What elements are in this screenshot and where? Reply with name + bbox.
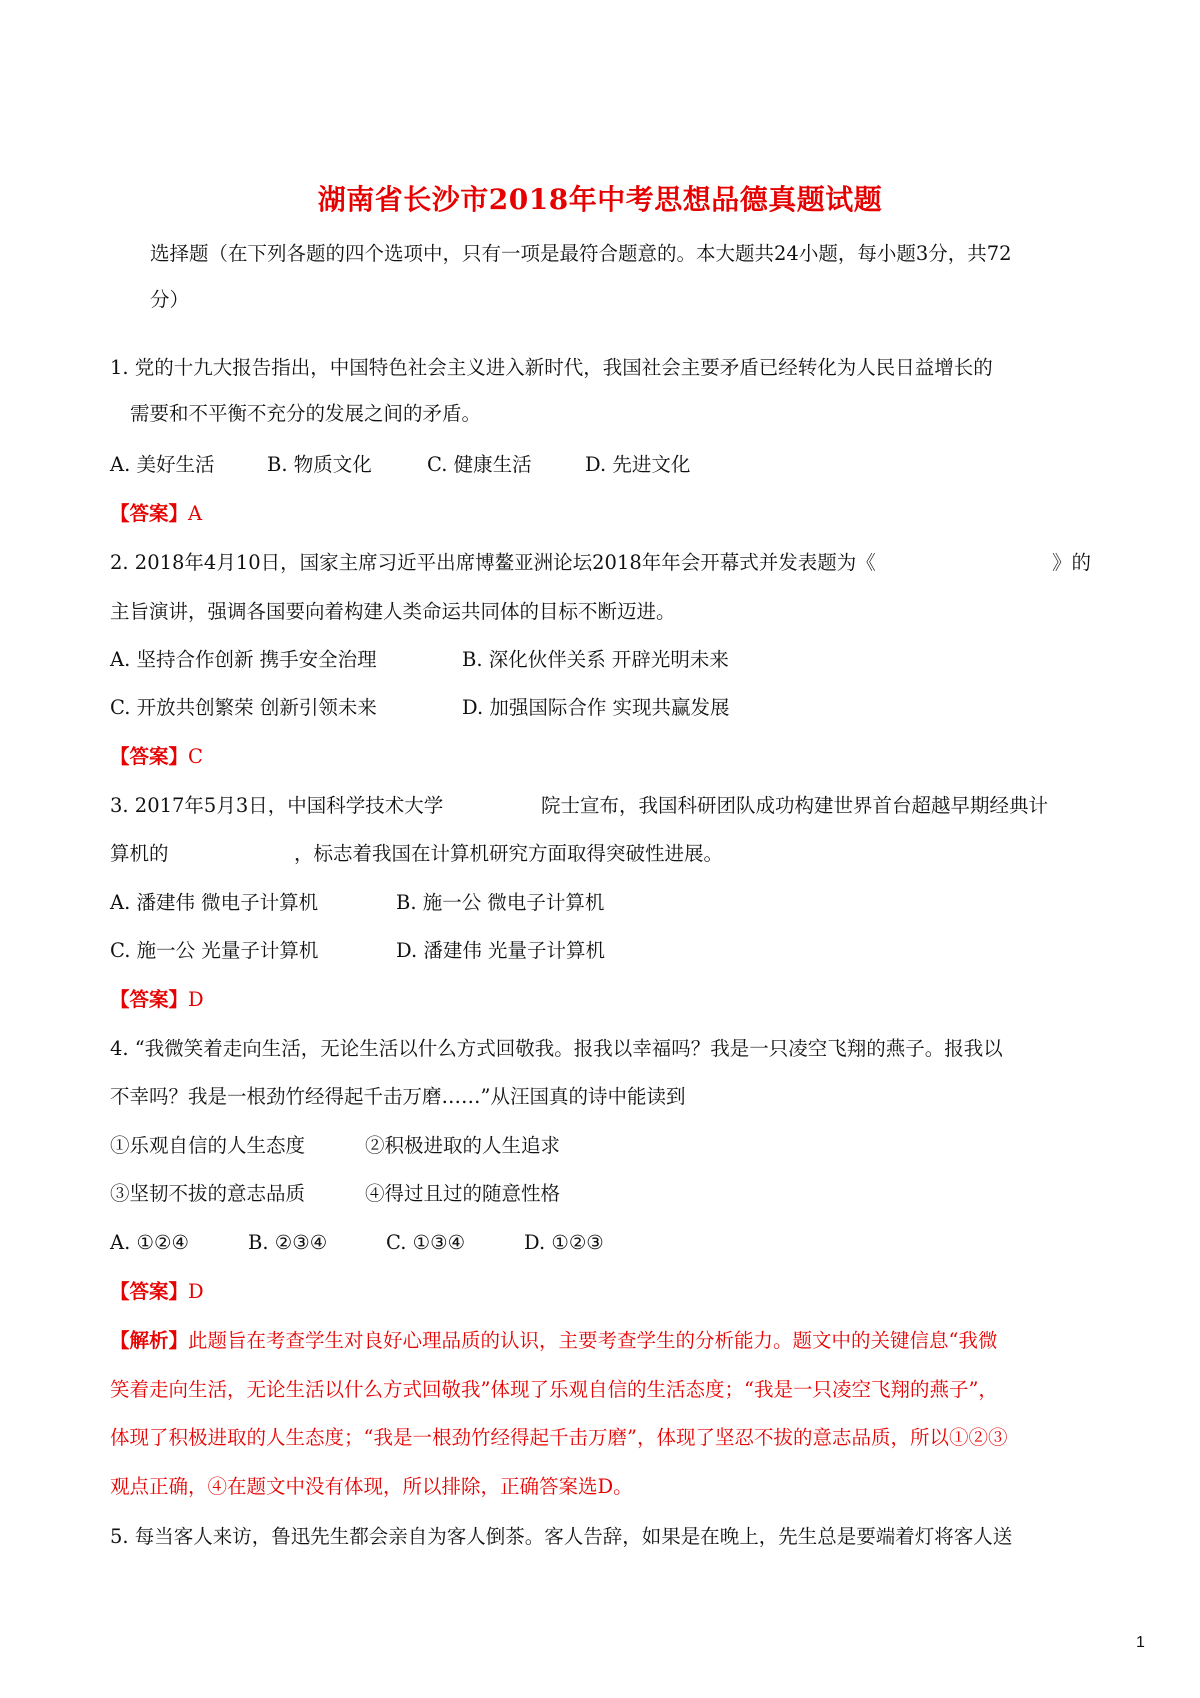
page-number: 1 — [1136, 1634, 1145, 1651]
q3-stem-line-1-end: 院士宣布，我国科研团队成功构建世界首台超越早期经典计 — [541, 794, 1049, 817]
q4-option-c: C. ①③④ — [386, 1231, 466, 1254]
q1-options — [110, 455, 690, 475]
q4-analysis-line-3: 体现了积极进取的人生态度；“我是一根劲竹经得起千击万磨”，体现了坚忍不拔的意志品质，所以①②③ — [110, 1426, 1008, 1449]
q4-analysis-line-1 — [110, 1331, 998, 1351]
q4-stem-line-1: 4. “我微笑着走向生活，无论生活以什么方式回敬我。报我以幸福吗？我是一只凌空飞翔的燕子。报我以 — [110, 1037, 1003, 1060]
q4-analysis-line-4: 观点正确，④在题文中没有体现，所以排除，正确答案选D。 — [110, 1475, 633, 1498]
answer-label: 【答案】 — [110, 502, 189, 525]
answer-label: 【答案】 — [110, 745, 189, 768]
q4-analysis-line-2: 笑着走向生活，无论生活以什么方式回敬我”体现了乐观自信的生活态度；“我是一只凌空飞翔的燕子”， — [110, 1378, 998, 1401]
q1-option-c: C. 健康生活 — [427, 453, 532, 476]
q1-answer-value: A — [188, 502, 203, 525]
instructions-line-2: 分） — [150, 288, 190, 311]
q3-stem-line-2-start: 算机的 — [110, 842, 169, 865]
q3-answer-value: D — [188, 988, 204, 1011]
q2-answer-value: C — [188, 745, 203, 768]
q4-statement-1: ①乐观自信的人生态度 — [110, 1134, 306, 1157]
q4-option-b: B. ②③④ — [248, 1231, 328, 1254]
q1-option-d: D. 先进文化 — [585, 453, 691, 476]
q1-stem-line-2: 需要和不平衡不充分的发展之间的矛盾。 — [130, 402, 482, 425]
q4-option-d: D. ①②③ — [524, 1231, 604, 1254]
q1-option-b: B. 物质文化 — [267, 453, 372, 476]
q5-stem-line-1: 5. 每当客人来访，鲁迅先生都会亲自为客人倒茶。客人告辞，如果是在晚上，先生总是要端着灯将客人送 — [110, 1525, 1013, 1548]
q4-statements-row-2 — [110, 1184, 560, 1204]
answer-label: 【答案】 — [110, 988, 189, 1011]
q4-stem-line-2: 不幸吗？我是一根劲竹经得起千击万磨……”从汪国真的诗中能读到 — [110, 1085, 686, 1108]
q3-answer — [110, 990, 204, 1010]
q4-statements-row-1 — [110, 1136, 560, 1156]
q2-option-a: A. 坚持合作创新 携手安全治理 — [110, 648, 377, 671]
q3-option-a: A. 潘建伟 微电子计算机 — [110, 891, 319, 914]
q2-answer — [110, 747, 203, 767]
q2-stem-line-1: 2. 2018年4月10日，国家主席习近平出席博鳌亚洲论坛2018年年会开幕式并发表题为《 — [110, 551, 876, 574]
q4-analysis-text-1: 此题旨在考查学生对良好心理品质的认识，主要考查学生的分析能力。题文中的关键信息“我微 — [188, 1329, 998, 1352]
q4-answer-value: D — [188, 1280, 204, 1303]
analysis-label: 【解析】 — [110, 1329, 189, 1352]
q3-options-row-2 — [110, 941, 605, 961]
q3-option-b: B. 施一公 微电子计算机 — [396, 891, 605, 914]
q4-answer — [110, 1282, 204, 1302]
q1-answer — [110, 504, 202, 524]
q2-stem-line-1-end: 》的 — [1052, 551, 1092, 574]
q2-options-row-2 — [110, 698, 730, 718]
q2-stem-line-2: 主旨演讲，强调各国要向着构建人类命运共同体的目标不断迈进。 — [110, 600, 676, 623]
q4-statement-4: ④得过且过的随意性格 — [365, 1182, 561, 1205]
q2-option-d: D. 加强国际合作 实现共赢发展 — [462, 696, 730, 719]
q1-stem-line-1: 1. 党的十九大报告指出，中国特色社会主义进入新时代，我国社会主要矛盾已经转化为人民日益增长的 — [110, 356, 993, 379]
q3-stem-line-2-end: ，标志着我国在计算机研究方面取得突破性进展。 — [294, 842, 724, 865]
q4-statement-2: ②积极进取的人生追求 — [365, 1134, 561, 1157]
q2-option-c: C. 开放共创繁荣 创新引领未来 — [110, 696, 377, 719]
q3-option-c: C. 施一公 光量子计算机 — [110, 939, 319, 962]
page-title: 湖南省长沙市2018年中考思想品德真题试题 — [317, 183, 883, 216]
instructions-line-1: 选择题（在下列各题的四个选项中，只有一项是最符合题意的。本大题共24小题，每小题3分，共72 — [150, 242, 1012, 265]
q4-options — [110, 1233, 604, 1253]
q3-stem-line-1-start: 3. 2017年5月3日，中国科学技术大学 — [110, 794, 444, 817]
q4-statement-3: ③坚韧不拔的意志品质 — [110, 1182, 306, 1205]
q2-options-row-1 — [110, 650, 729, 670]
q3-options-row-1 — [110, 893, 604, 913]
q1-option-a: A. 美好生活 — [110, 453, 215, 476]
answer-label: 【答案】 — [110, 1280, 189, 1303]
q3-option-d: D. 潘建伟 光量子计算机 — [396, 939, 606, 962]
q2-option-b: B. 深化伙伴关系 开辟光明未来 — [462, 648, 729, 671]
q4-option-a: A. ①②④ — [110, 1231, 189, 1254]
